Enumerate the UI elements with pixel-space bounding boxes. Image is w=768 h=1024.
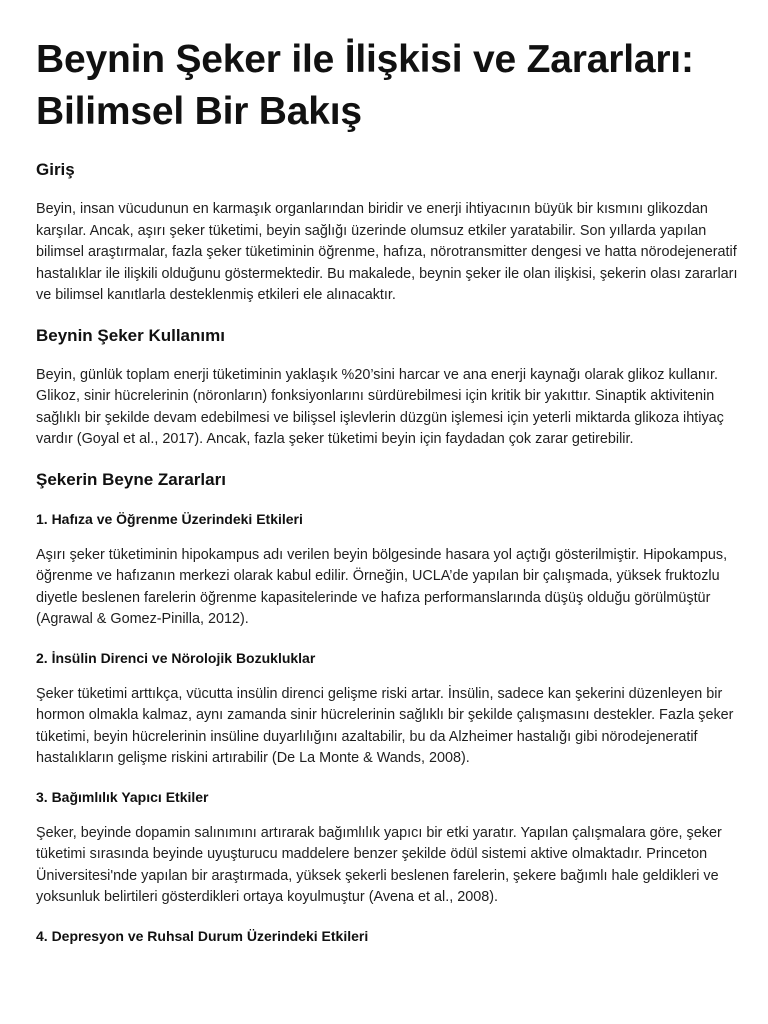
sub-heading-addiction: 3. Bağımlılık Yapıcı Etkiler — [36, 788, 209, 805]
sub-heading-memory: 1. Hafıza ve Öğrenme Üzerindeki Etkileri — [36, 510, 303, 527]
subsection-memory — [36, 509, 738, 631]
section-heading-harms: Şekerin Beyne Zararları — [36, 469, 226, 489]
paragraph-addiction: Şeker, beyinde dopamin salınımını artırarak bağımlılık yapıcı bir etki yaratır. Yapılan çalışmalara göre, şeker tüketimi sırasında beyinde uyuşturucu maddelere benzer şekilde ödül sistemi aktive olmaktadır. Princeton Üniversitesi'nde yapılan bir araştırmada, yüksek şekerli beslenen farelerin, şekere bağımlı hale geldikleri ve yoksunluk belirtileri gösterdikleri ortaya koyulmuştur (Avena et al., 2008). — [36, 824, 722, 905]
section-harms — [36, 468, 738, 946]
section-usage — [36, 324, 738, 451]
paragraph-usage: Beyin, günlük toplam enerji tüketiminin yaklaşık %20’sini harcar ve ana enerji kaynağı olarak glikoz kullanır. Glikoz, sinir hücrelerinin (nöronların) fonksiyonlarını sürdürebilmesi için kritik bir yakıttır. Sinaptik aktivitenin sağlıklı bir şekilde devam edebilmesi ve bilişsel işlevlerin düzgün işlemesi için yeterli miktarda glikoza ihtiyaç vardır (Goyal et al., 2017). Ancak, fazla şeker tüketimi beyin için faydadan çok zarar getirebilir. — [36, 366, 724, 447]
sub-heading-insulin: 2. İnsülin Direnci ve Nörolojik Bozukluklar — [36, 649, 316, 666]
paragraph-intro: Beyin, insan vücudunun en karmaşık organlarından biridir ve enerji ihtiyacının büyük bir kısmını glikozdan karşılar. Ancak, aşırı şeker tüketimi, beyin sağlığı üzerinde olumsuz etkiler yaratabilir. Son yıllarda yapılan bilimsel araştırmalar, fazla şeker tüketiminin öğrenme, hafıza, nörotransmitter dengesi ve hatta nörodejeneratif hastalıklar ile ilişkili olduğunu göstermektedir. Bu makalede, beynin şeker ile olan ilişkisi, şekerin olası zararları ve bilimsel kanıtlarla desteklenmiş etkileri ele alınacaktır. — [36, 201, 738, 303]
sub-heading-depression: 4. Depresyon ve Ruhsal Durum Üzerindeki Etkileri — [36, 927, 369, 944]
section-intro — [36, 158, 738, 307]
subsection-addiction — [36, 787, 738, 909]
section-heading-intro: Giriş — [36, 160, 75, 179]
document-title: Beynin Şeker ile İlişkisi ve Zararları: Bilimsel Bir Bakış — [36, 38, 694, 133]
paragraph-insulin: Şeker tüketimi arttıkça, vücutta insülin direnci gelişme riski artar. İnsülin, sadece kan şekerini düzenleyen bir hormon olmakla kalmaz, aynı zamanda sinir hücrelerinin sağlıklı bir şekilde çalışmasını destekler. Fazla şeker tüketimi, beyin hücrelerinin insüline duyarlılığını azaltabilir, bu da Alzheimer hastalığı gibi nörodejeneratif hastalıkların gelişme riskini artırabilir (De La Monte & Wands, 2008). — [36, 685, 734, 766]
subsection-depression — [36, 926, 738, 946]
section-heading-usage: Beynin Şeker Kullanımı — [36, 325, 225, 345]
paragraph-memory: Aşırı şeker tüketiminin hipokampus adı verilen beyin bölgesinde hasara yol açtığı gösterilmiştir. Hipokampus, öğrenme ve hafızanın merkezi olarak kabul edilir. Örneğin, UCLA’de yapılan bir çalışmada, yüksek fruktozlu diyetle beslenen farelerin öğrenme kapasitelerinde ve hafıza performanslarında düşüş olduğu görülmüştür (Agrawal & Gomez-Pinilla, 2012). — [36, 546, 728, 627]
subsection-insulin — [36, 648, 738, 770]
